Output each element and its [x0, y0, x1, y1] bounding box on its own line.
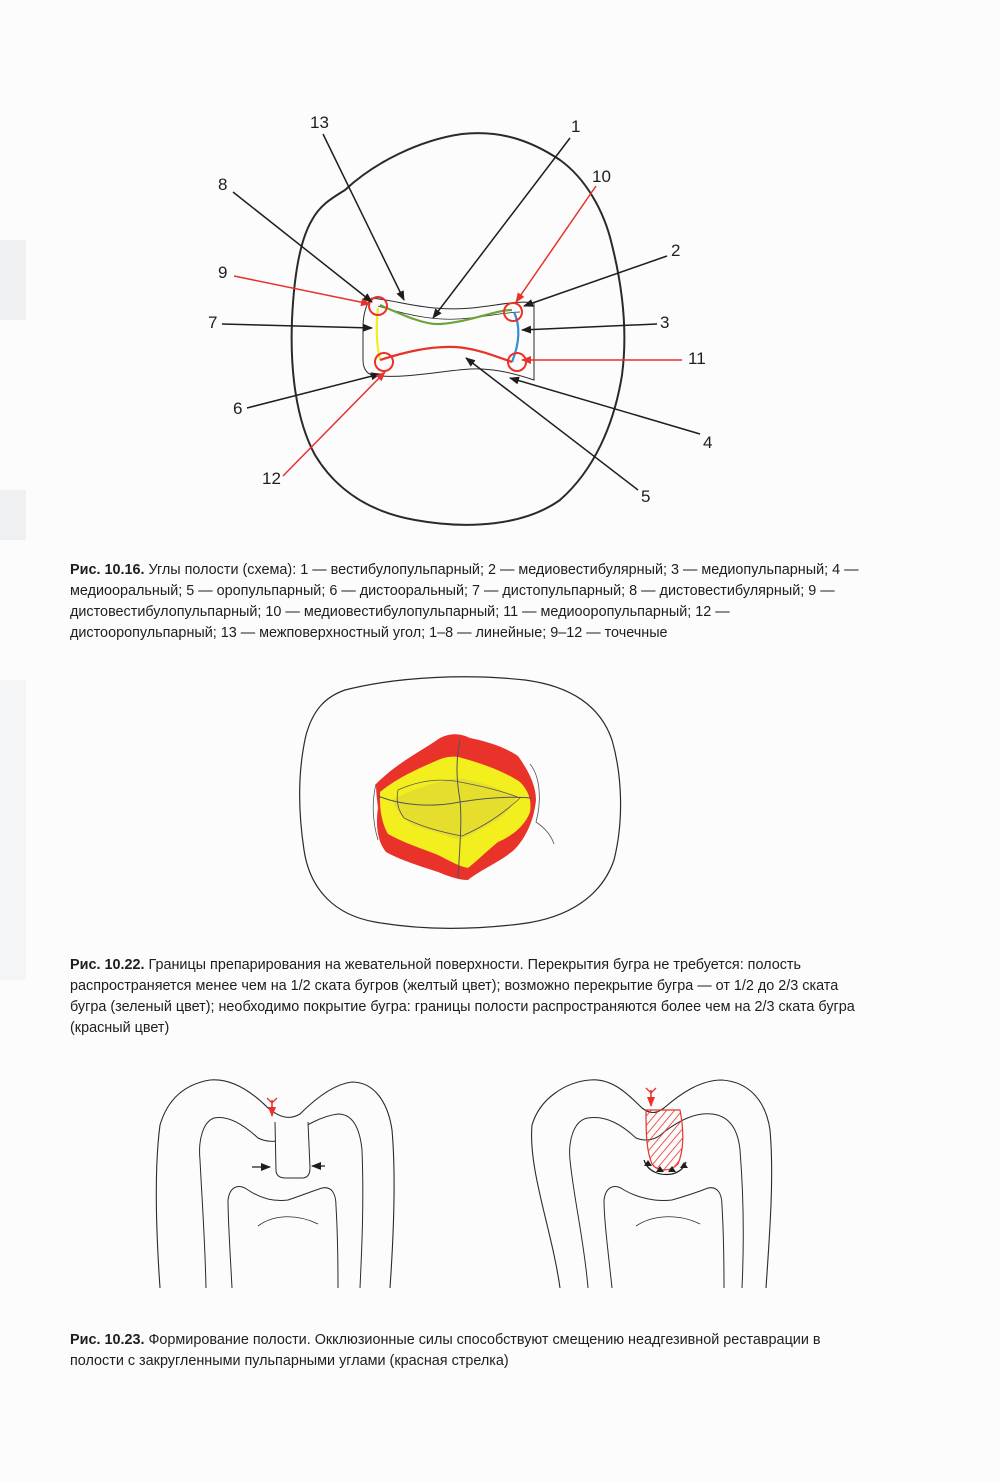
label-13: 13 [310, 113, 329, 132]
pulp-floor-left [258, 1217, 318, 1226]
label-9: 9 [218, 263, 228, 282]
label-3: 3 [660, 313, 670, 332]
leader-line-6 [247, 374, 380, 408]
caption-label: Рис. 10.22. [70, 957, 145, 973]
label-2: 2 [671, 241, 681, 260]
cavity-box-left [275, 1122, 310, 1178]
pulp-outline-left [228, 1187, 338, 1288]
label-6: 6 [233, 399, 243, 418]
leader-line-5 [466, 358, 638, 490]
leader-line-2 [524, 256, 667, 306]
tooth-occlusal-outline [292, 133, 625, 525]
line-angle-red [380, 347, 512, 362]
label-4: 4 [703, 433, 713, 452]
caption-label: Рис. 10.16. [70, 562, 145, 578]
leader-line-7 [222, 324, 372, 328]
caption-text: Границы препарирования на жевательной поверхности. Перекрытия бугра не требуется: полость распространяется менее чем на 1/2 ската бугров (желтый цвет); возможно перекрытие бугра — от 1/2 до 2/3 ската бугра (зеленый цвет); необходимо покрытие бугра: границы полости распространяются более чем на 2/3 ската бугра (красный цвет) [70, 957, 855, 1036]
label-12: 12 [262, 469, 281, 488]
label-1: 1 [571, 117, 581, 136]
leader-line-4 [510, 378, 700, 434]
cavity-hatched-right [646, 1110, 683, 1170]
leader-line-9 [234, 276, 370, 304]
caption-label: Рис. 10.23. [70, 1332, 145, 1348]
caption-text: Формирование полости. Окклюзионные силы способствуют смещению неадгезивной реставрации в полости с закругленными пульпарными углами (красная стрелка) [70, 1332, 821, 1369]
line-angle-green [380, 305, 512, 324]
caption-fig-10-23 [70, 1330, 870, 1372]
arrow-mark [680, 1162, 688, 1168]
leader-line-8 [233, 192, 372, 302]
pulp-outline-right [604, 1187, 724, 1288]
point-angle-circle [375, 353, 393, 371]
leader-line-12 [283, 372, 385, 476]
label-5: 5 [641, 487, 651, 506]
leader-line-1 [433, 138, 570, 318]
pulp-floor-right [636, 1217, 700, 1226]
label-10: 10 [592, 167, 611, 186]
leader-line-3 [522, 324, 657, 330]
label-11: 11 [688, 349, 706, 368]
tooth-section-outline-left [156, 1080, 394, 1288]
label-8: 8 [218, 175, 228, 194]
caption-fig-10-16 [70, 560, 870, 644]
caption-text: Углы полости (схема): 1 — вестибулопульпарный; 2 — медиовестибулярный; 3 — медиопульпарный; 4 — медиооральный; 5 — оропульпарный; 6 — дистооральный; 7 — дистопульпарный; 8 — дистовестибулярный; 9 — дистовестибулопульпарный; 10 — медиовестибулопульпарный; 11 — медиооропульпарный; 12 — дистооропульпарный; 13 — межповерхностный угол; 1–8 — линейные; 9–12 — точечные [70, 562, 859, 641]
leader-line-13 [323, 134, 404, 300]
label-7: 7 [208, 313, 218, 332]
caption-fig-10-22 [70, 955, 870, 1039]
